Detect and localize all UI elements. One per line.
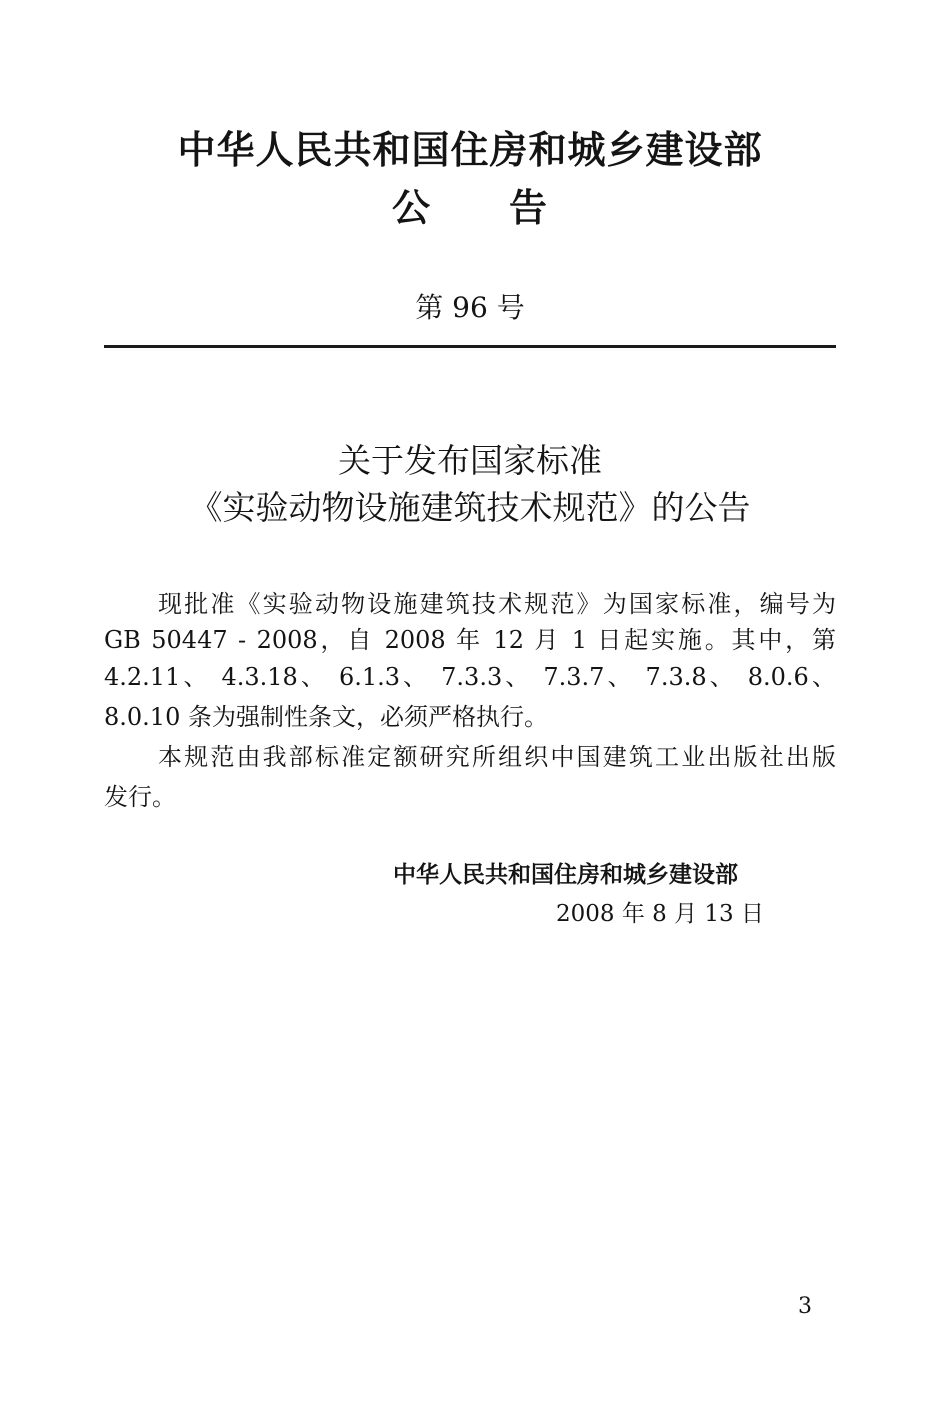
body-paragraph-2-line-2: 发行。 [104, 783, 176, 811]
announcement-number: 第 96 号 [415, 291, 525, 324]
body-paragraph-2-line-1: 本规范由我部标准定额研究所组织中国建筑工业出版社出版 [158, 743, 836, 771]
body-paragraph-1-line-4: 8.0.10 条为强制性条文，必须严格执行。 [104, 703, 548, 731]
signature-date: 2008 年 8 月 13 日 [556, 901, 764, 927]
signature-organization: 中华人民共和国住房和城乡建设部 [393, 862, 738, 888]
body-paragraph-1-line-3: 4.2.11、 4.3.18、 6.1.3、 7.3.3、 7.3.7、 7.3.8、 8.0.6、 [104, 663, 836, 691]
document-type-heading: 公 告 [391, 186, 548, 230]
page-number: 3 [798, 1294, 812, 1319]
issuing-authority-heading: 中华人民共和国住房和城乡建设部 [177, 128, 763, 172]
announcement-title-line-1: 关于发布国家标准 [338, 441, 602, 480]
header-divider [104, 345, 836, 348]
body-paragraph-1-line-2: GB 50447 - 2008，自 2008 年 12 月 1 日起实施。其中，第 [104, 626, 836, 654]
announcement-title-line-2: 《实验动物设施建筑技术规范》的公告 [189, 488, 751, 527]
body-paragraph-1-line-1: 现批准《实验动物设施建筑技术规范》为国家标准，编号为 [158, 590, 836, 618]
